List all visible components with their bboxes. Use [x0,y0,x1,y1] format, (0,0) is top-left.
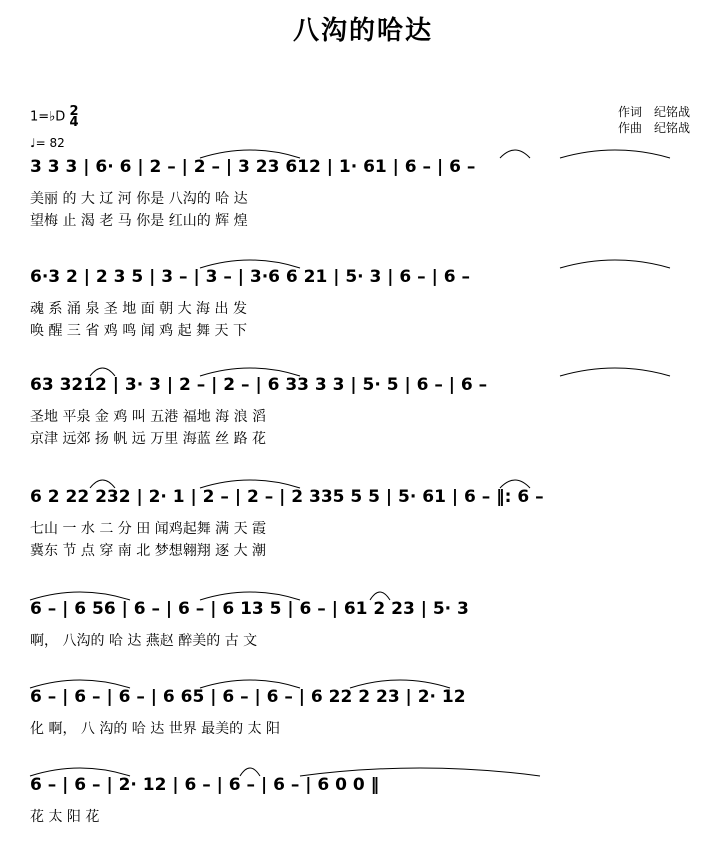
notation-line: 63 3212 | 3· 3 | 2 – | 2 – | 6 33 3 3 | 5· 5 | 6 – | 6 – [30,375,488,395]
key-name: ♭D [49,109,66,125]
time-top: 2 [69,104,79,119]
key-signature [30,106,79,128]
time-signature [69,106,78,128]
lyricist-credit: 作词 纪铭战 [617,105,690,119]
lyric-line: 唤 醒 三 省 鸡 鸣 闻 鸡 起 舞 天 下 [30,323,247,339]
lyric-line: 美丽 的 大 辽 河 你是 八沟的 哈 达 [30,191,248,207]
composer-credit: 作曲 纪铭战 [617,121,690,135]
notation-line: 3 3 3 | 6· 6 | 2 – | 2 – | 3 23 612 | 1· 61 | 6 – | 6 – [30,157,476,177]
lyric-line: 冀东 节 点 穿 南 北 梦想翱翔 逐 大 潮 [30,543,267,559]
lyric-line: 望梅 止 渴 老 马 你是 红山的 辉 煌 [30,213,248,229]
lyric-line: 啊， 八沟的 哈 达 燕赵 醉美的 古 文 [30,633,258,649]
notation-line: 6·3 2 | 2 3 5 | 3 – | 3 – | 3·6 6 21 | 5· 3 | 6 – | 6 – [30,267,470,287]
lyric-line: 花 太 阳 花 [30,809,100,825]
notation-line: 6 – | 6 56 | 6 – | 6 – | 6 13 5 | 6 – | 61 2 23 | 5· 3 [30,599,469,619]
tempo-marking: ♩= 82 [30,136,65,150]
song-title: 八沟的哈达 [292,16,433,46]
lyric-line: 魂 系 涌 泉 圣 地 面 朝 大 海 出 发 [30,301,247,317]
notation-line: 6 – | 6 – | 2· 12 | 6 – | 6 – | 6 – | 6 0 0 ‖ [30,775,380,795]
lyric-line: 京津 远郊 扬 帆 远 万里 海蓝 丝 路 花 [30,431,267,447]
credits [618,104,690,136]
lyric-line: 圣地 平泉 金 鸡 叫 五港 福地 海 浪 滔 [30,409,267,425]
time-bottom: 4 [69,115,79,130]
key-prefix: 1= [30,109,50,125]
lyric-line: 七山 一 水 二 分 田 闻鸡起舞 满 天 霞 [30,521,267,537]
notation-line: 6 2 22 232 | 2· 1 | 2 – | 2 – | 2 335 5 5 | 5· 61 | 6 – ‖: 6 – [30,487,544,507]
notation-line: 6 – | 6 – | 6 – | 6 65 | 6 – | 6 – | 6 22 2 23 | 2· 12 [30,687,466,707]
lyric-line: 化 啊， 八 沟的 哈 达 世界 最美的 太 阳 [30,721,281,737]
